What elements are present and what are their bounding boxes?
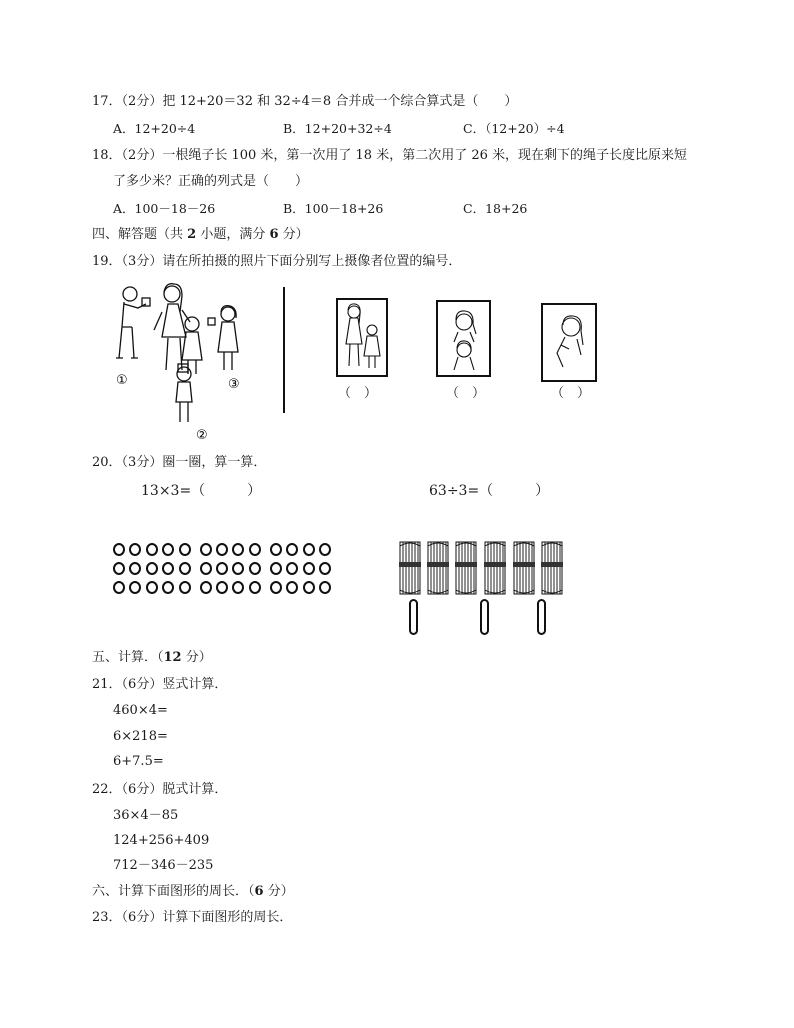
stick-bundle [513,542,535,594]
circle [319,562,331,575]
circle [303,581,315,594]
circle [200,581,212,594]
q18-option-a: A．100－18－26 [113,201,216,216]
circle-row-3 [113,581,335,594]
q23-stem: 23．（6分）计算下面图形的周长． [92,910,293,925]
circle [249,543,261,556]
circle [303,543,315,556]
photo-3-figures [543,305,595,380]
photo-3-answer-blank[interactable]: （ ） [551,386,591,401]
circle [113,543,125,556]
circle [303,562,315,575]
circle [179,543,191,556]
divider-line [283,287,285,413]
q20-equation-1[interactable]: 13×3=（ ） [141,483,262,499]
section4-heading: 四、解答题（共 2 小题，满分 6 分） [92,227,309,242]
circle-row-2 [113,562,335,575]
stick-bundle [427,542,449,594]
circle [319,543,331,556]
circle [232,562,244,575]
photo-1-answer-blank[interactable]: （ ） [338,386,378,401]
q22-item-2: 124+256+409 [113,833,210,848]
q17-option-c: C．（12+20）÷4 [463,121,565,136]
stick-bundle [399,542,421,594]
circle [162,562,174,575]
q17-option-b: B．12+20+32÷4 [283,121,392,136]
circle [319,581,331,594]
circle [162,543,174,556]
circle [179,562,191,575]
stick-bundle [455,542,477,594]
q22-stem: 22．（6分）脱式计算． [92,782,228,797]
circle-row-1 [113,543,335,556]
q20-stem: 20．（3分）圈一圈，算一算． [92,455,267,470]
q21-item-1: 460×4= [113,703,168,718]
circle [216,581,228,594]
position-1-label: ① [116,373,128,388]
q21-stem: 21．（6分）竖式计算． [92,677,228,692]
photo-1-figures [338,300,386,375]
q18-option-c: C．18+26 [463,201,528,216]
circle [270,581,282,594]
circle [162,581,174,594]
circle [249,562,261,575]
q18-stem-line1: 18．（2分）一根绳子长 100 米，第一次用了 18 米，第二次用了 26 米，现在剩下的绳子长度比原来短 [92,148,688,163]
photo-2-figures [438,302,489,375]
circle [232,581,244,594]
single-sticks [410,600,545,634]
q17-option-a: A．12+20÷4 [113,121,196,136]
circle [286,562,298,575]
circle [286,581,298,594]
circle [146,543,158,556]
circle [200,562,212,575]
circle [129,543,141,556]
photo-2 [436,300,491,377]
circle [270,543,282,556]
circle [216,543,228,556]
circle [113,581,125,594]
position-3-label: ③ [228,377,240,392]
q21-item-3: 6+7.5= [113,754,164,769]
circle [216,562,228,575]
q19-stem: 19．（3分）请在所拍摄的照片下面分别写上摄像者位置的编号． [92,254,462,269]
stick-bundle [541,542,563,594]
circle [129,562,141,575]
circle [146,581,158,594]
circle [200,543,212,556]
photo-1 [336,298,388,377]
photographer-scene-illustration [110,282,260,442]
q21-item-2: 6×218= [113,729,168,744]
circle [146,562,158,575]
q17-stem: 17．（2分）把 12+20＝32 和 32÷4＝8 合并成一个综合算式是（ ） [92,94,518,109]
photo-2-answer-blank[interactable]: （ ） [446,386,486,401]
section6-heading: 六、计算下面图形的周长．（6 分） [92,884,294,899]
section5-heading: 五、计算．（12 分） [92,650,212,665]
circle [249,581,261,594]
q18-option-b: B．100－18+26 [283,201,384,216]
circle [179,581,191,594]
circle [286,543,298,556]
position-2-label: ② [196,428,208,442]
q22-item-3: 712－346－235 [113,858,214,873]
q22-item-1: 36×4－85 [113,808,179,823]
q18-stem-line2: 了多少米？正确的列式是（ ） [113,174,309,189]
circle [129,581,141,594]
stick-bundle [484,542,506,594]
circle [232,543,244,556]
circle [113,562,125,575]
stick-bundles-illustration [396,540,568,640]
q20-equation-2[interactable]: 63÷3=（ ） [429,483,550,499]
circle [270,562,282,575]
photo-3 [541,303,597,382]
